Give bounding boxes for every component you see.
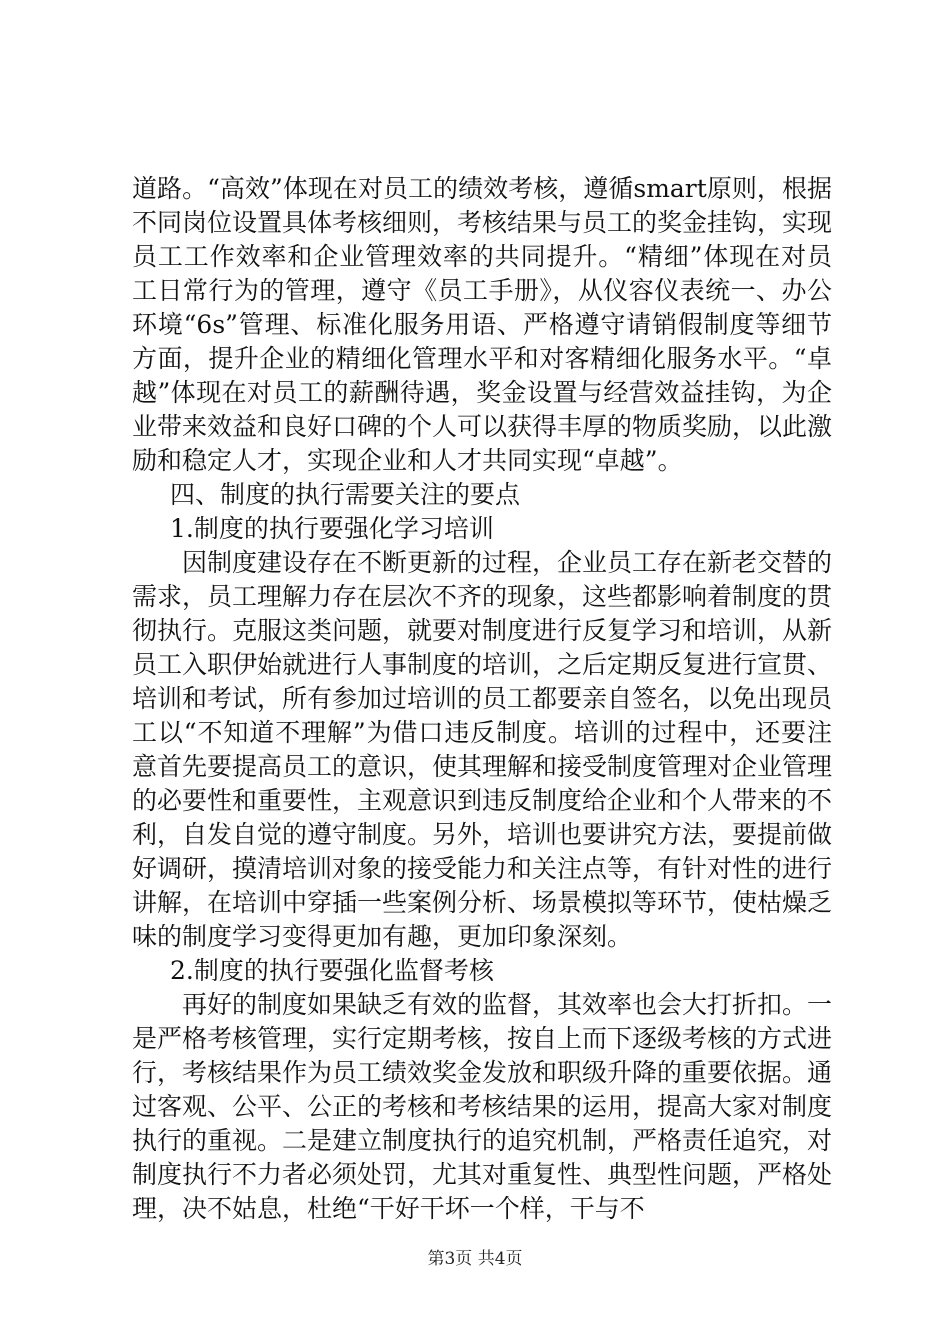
subsection-heading-training: 1.制度的执行要强化学习培训 [170,514,494,543]
paragraph-training: 因制度建设存在不断更新的过程，企业员工存在新老交替的需求，员工理解力存在层次不齐的现象，这些都影响着制度的贯彻执行。克服这类问题，就要对制度进行反复学习和培训，从新员工入职伊始就进行人事制度的培训，之后定期反复进行宣贯、培训和考试，所有参加过培训的员工都要亲自签名，以免出现员工以“不知道不理解”为借口违反制度。培训的过程中，还要注意首先要提高员工的意识，使其理解和接受制度管理对企业管理的必要性和重要性，主观意识到违反制度给企业和个人带来的不利，自发自觉的遵守制度。另外，培训也要讲究方法，要提前做好调研，摸清培训对象的接受能力和关注点等，有针对性的进行讲解，在培训中穿插一些案例分析、场景模拟等环节，使枯燥乏味的制度学习变得更加有趣，更加印象深刻。 [132,548,833,951]
section-heading-4: 四、制度的执行需要关注的要点 [170,480,521,509]
paragraph-continuation: 道路。“高效”体现在对员工的绩效考核，遵循smart原则，根据不同岗位设置具体考核细则，考核结果与员工的奖金挂钩，实现员工工作效率和企业管理效率的共同提升。“精细”体现在对员工日常行为的管理，遵守《员工手册》，从仪容仪表统一、办公环境“6s”管理、标准化服务用语、严格遵守请销假制度等细节方面，提升企业的精细化管理水平和对客精细化服务水平。“卓越”体现在对员工的薪酬待遇，奖金设置与经营效益挂钩，为企业带来效益和良好口碑的个人可以获得丰厚的物质奖励，以此激励和稳定人才，实现企业和人才共同实现“卓越”。 [132,174,833,475]
subsection-heading-supervision: 2.制度的执行要强化监督考核 [170,956,494,985]
page-footer: 第3页 共4页 [427,1249,523,1269]
document-body [132,172,832,1226]
paragraph-supervision: 再好的制度如果缺乏有效的监督，其效率也会大打折扣。一是严格考核管理，实行定期考核，按自上而下逐级考核的方式进行，考核结果作为员工绩效奖金发放和职级升降的重要依据。通过客观、公平、公正的考核和考核结果的运用，提高大家对制度执行的重视。二是建立制度执行的追究机制，严格责任追究，对制度执行不力者必须处罚，尤其对重复性、典型性问题，严格处理，决不姑息，杜绝“干好干坏一个样，干与不 [132,990,833,1223]
